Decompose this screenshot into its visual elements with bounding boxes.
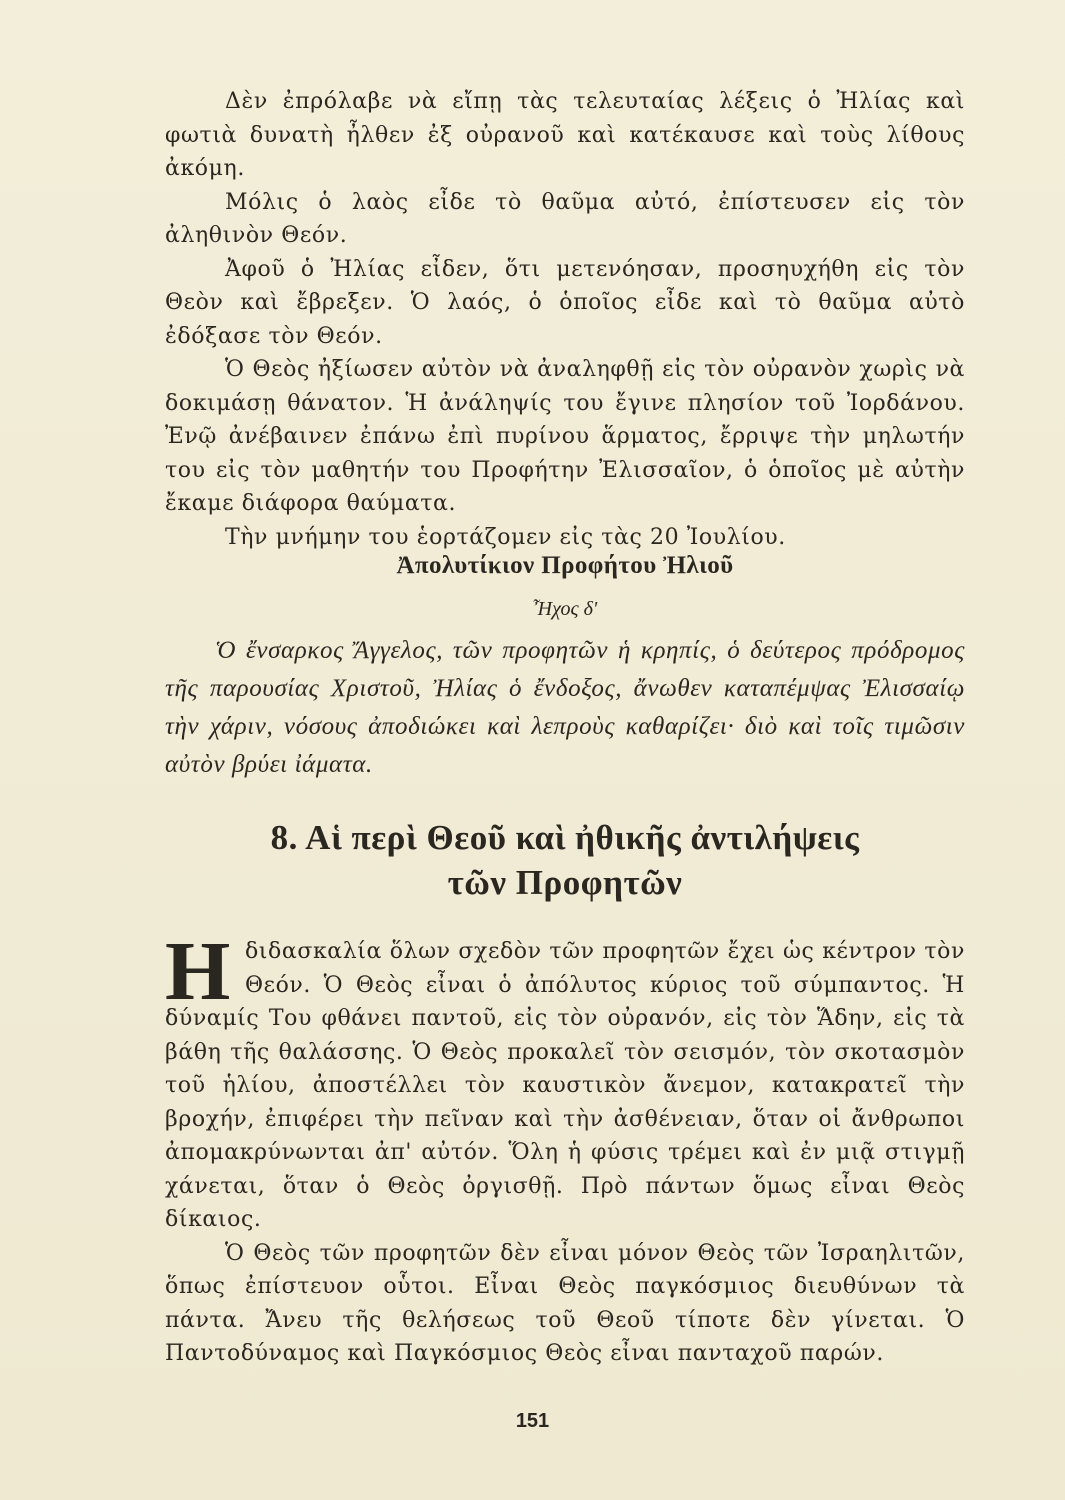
drop-cap: Η	[165, 925, 231, 1018]
section-heading-line: τῶν Προφητῶν	[447, 863, 683, 902]
intro-paragraph: Ἀφοῦ ὁ Ἠλίας εἶδεν, ὅτι μετενόησαν, προσηυχήθη εἰς τὸν Θεὸν καὶ ἔβρεξεν. Ὁ λαός, ὁ ὁποῖος εἶδε καὶ τὸ θαῦμα αὐτὸ ἐδόξασε τὸν Θεόν.	[165, 256, 965, 349]
intro-paragraph: Ὁ Θεὸς ἠξίωσεν αὐτὸν νὰ ἀναληφθῇ εἰς τὸν οὐρανὸν χωρὶς νὰ δοκιμάσῃ θάνατον. Ἡ ἀνάληψίς του ἔγινε πλησίον τοῦ Ἰορδάνου. Ἐνῷ ἀνέβαινεν ἐπάνω ἐπὶ πυρίνου ἅρματος, ἔρριψε τὴν μηλωτήν του εἰς τὸν μαθητήν του Προφήτην Ἐλισσαῖον, ὁ ὁποῖος μὲ αὐτὴν ἔκαμε διάφορα θαύματα.	[165, 357, 965, 516]
section-heading-line: 8. Αἱ περὶ Θεοῦ καὶ ἠθικῆς ἀντιλήψεις	[270, 818, 860, 857]
intro-text	[165, 85, 965, 554]
section-paragraph-text: διδασκαλία ὅλων σχεδὸν τῶν προφητῶν ἔχει ὡς κέντρον τὸν Θεόν. Ὁ Θεὸς εἶναι ὁ ἀπόλυτος κύριος τοῦ σύμπαντος. Ἡ δύναμίς Του φθάνει παντοῦ, εἰς τὸν οὐρανόν, εἰς τὸν Ἅδην, εἰς τὰ βάθη τῆς θαλάσσης. Ὁ Θεὸς προκαλεῖ τὸν σεισμόν, τὸν σκοτασμὸν τοῦ ἡλίου, ἀποστέλλει τὸν καυστικὸν ἄνεμον, κατακρατεῖ τὴν βροχήν, ἐπιφέρει τὴν πεῖναν καὶ τὴν ἀσθένειαν, ὅταν οἱ ἄνθρωποι ἀπομακρύνωνται ἀπ' αὐτόν. Ὅλη ἡ φύσις τρέμει καὶ ἐν μιᾷ στιγμῇ χάνεται, ὅταν ὁ Θεὸς ὀργισθῇ. Πρὸ πάντων ὅμως εἶναι Θεὸς δίκαιος.	[165, 939, 965, 1232]
section-paragraph: Ὁ Θεὸς τῶν προφητῶν δὲν εἶναι μόνον Θεὸς τῶν Ἰσραηλιτῶν, ὅπως ἐπίστευον οὗτοι. Εἶναι Θεὸς παγκόσμιος διευθύνων τὰ πάντα. Ἄνευ τῆς θελήσεως τοῦ Θεοῦ τίποτε δὲν γίνεται. Ὁ Παντοδύναμος καὶ Παγκόσμιος Θεὸς εἶναι πανταχοῦ παρών.	[165, 1240, 965, 1366]
hymn-text: Ὁ ἔνσαρκος Ἄγγελος, τῶν προφητῶν ἡ κρηπίς, ὁ δεύτερος πρόδρομος τῆς παρουσίας Χριστοῦ, Ἠλίας ὁ ἔνδοξος, ἄνωθεν καταπέμψας Ἐλισσαίῳ τὴν χάριν, νόσους ἀποδιώκει καὶ λεπροὺς καθαρίζει· διὸ καὶ τοῖς τιμῶσιν αὐτὸν βρύει ἰάματα.	[165, 637, 965, 778]
section-body	[165, 925, 965, 1371]
section-paragraph	[165, 925, 965, 1237]
intro-paragraph: Δὲν ἐπρόλαβε νὰ εἴπῃ τὰς τελευταίας λέξεις ὁ Ἠλίας καὶ φωτιὰ δυνατὴ ἦλθεν ἐξ οὐρανοῦ καὶ κατέκαυσε καὶ τοὺς λίθους ἀκόμη.	[165, 89, 965, 181]
hymn-tone: Ἦχος δ'	[532, 598, 598, 620]
intro-paragraph: Τὴν μνήμην του ἑορτάζομεν εἰς τὰς 20 Ἰουλίου.	[225, 524, 786, 550]
hymn-title: Ἀπολυτίκιον Προφήτου Ἠλιοῦ	[396, 552, 734, 579]
page-number: 151	[515, 1410, 550, 1432]
intro-paragraph: Μόλις ὁ λαὸς εἶδε τὸ θαῦμα αὐτό, ἐπίστευσεν εἰς τὸν ἀληθινὸν Θεόν.	[165, 189, 965, 248]
section-heading	[165, 815, 965, 905]
